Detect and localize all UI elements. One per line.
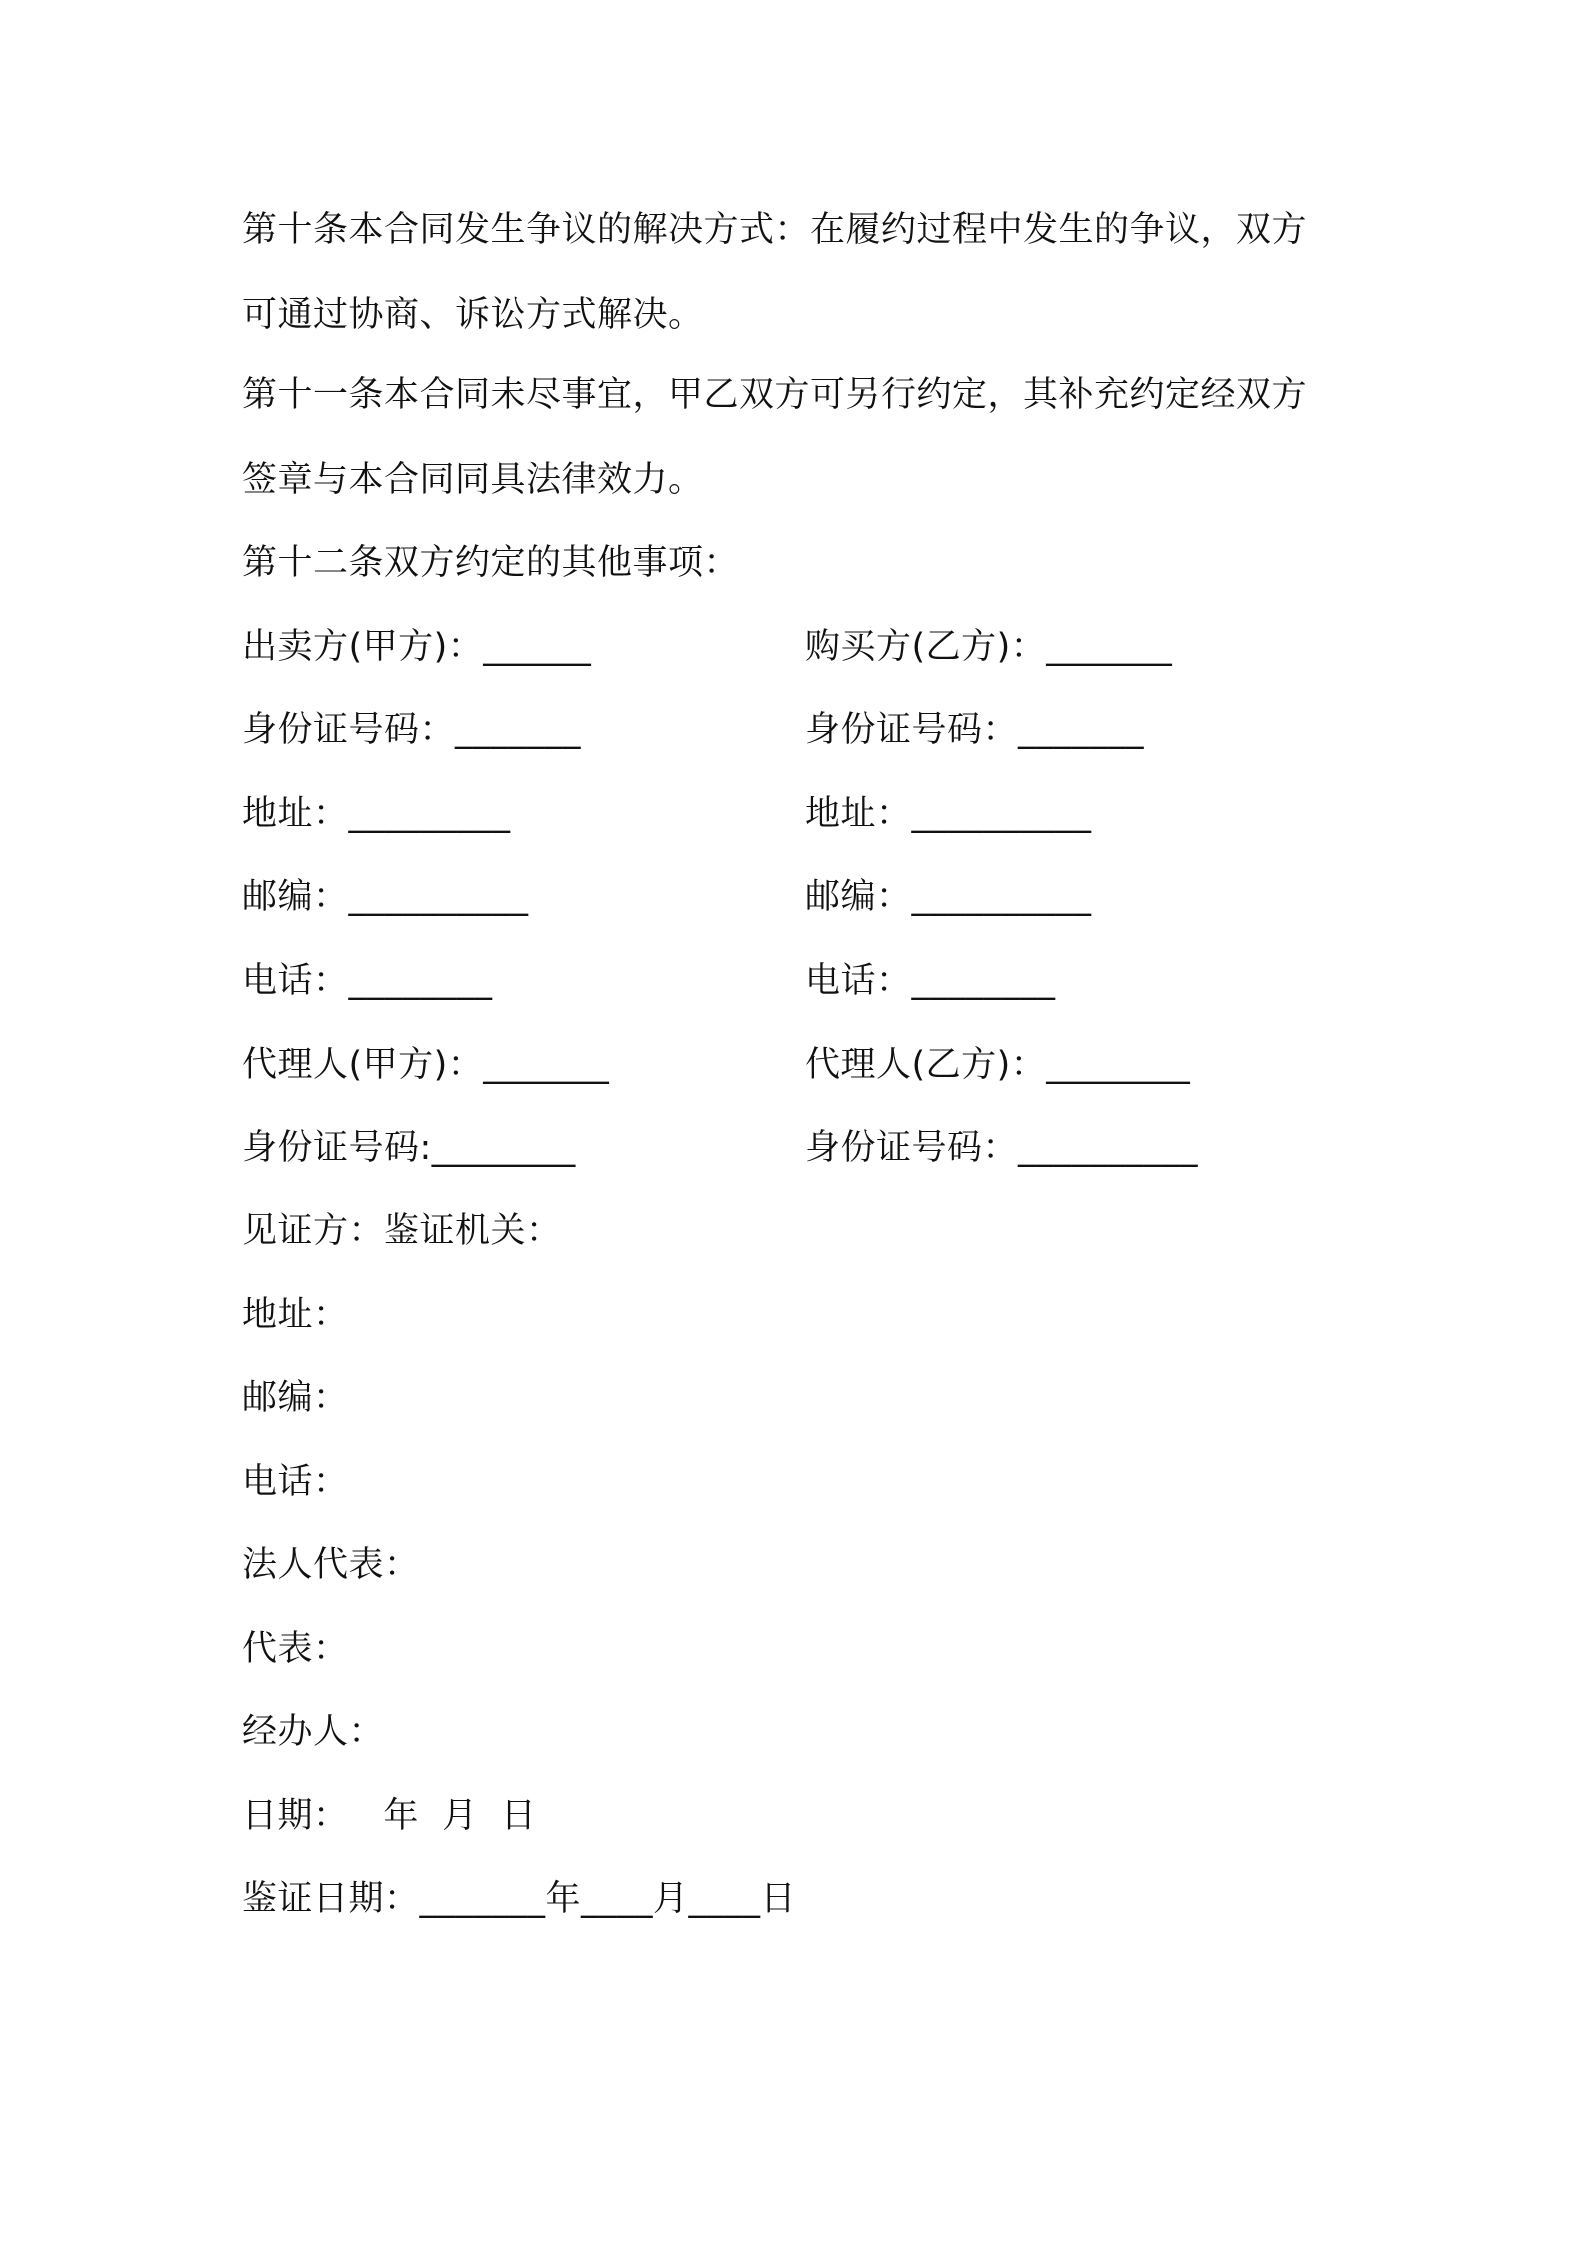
seller-phone-field: 电话：________ <box>242 961 493 1001</box>
certification-date-field: 鉴证日期：_______年____月____日 <box>242 1879 797 1919</box>
buyer-agent-id-field: 身份证号码：__________ <box>805 1128 1199 1168</box>
article-10-line-2: 可通过协商、诉讼方式解决。 <box>242 295 704 335</box>
witness-phone-field: 电话： <box>242 1462 349 1502</box>
article-10-line-1: 第十条本合同发生争议的解决方式：在履约过程中发生的争议，双方 <box>242 210 1308 250</box>
seller-agent-id-field: 身份证号码:________ <box>242 1128 576 1168</box>
seller-postcode-field: 邮编：__________ <box>242 877 529 917</box>
article-12: 第十二条双方约定的其他事项： <box>242 543 740 583</box>
buyer-phone-field: 电话：________ <box>805 961 1056 1001</box>
witness-date-field: 日期： 年 月 日 <box>242 1796 537 1836</box>
buyer-postcode-field: 邮编：__________ <box>805 877 1092 917</box>
witness-title: 见证方：鉴证机关： <box>242 1211 562 1251</box>
seller-id-field: 身份证号码：_______ <box>242 710 582 750</box>
witness-handler-field: 经办人： <box>242 1712 385 1752</box>
article-11-line-1: 第十一条本合同未尽事宜，甲乙双方可另行约定，其补充约定经双方 <box>242 375 1308 415</box>
article-11-line-2: 签章与本合同同具法律效力。 <box>242 460 704 500</box>
seller-name-field: 出卖方(甲方)：______ <box>242 627 592 667</box>
buyer-address-field: 地址：__________ <box>805 794 1092 834</box>
witness-address-field: 地址： <box>242 1295 349 1335</box>
witness-legal-rep-field: 法人代表： <box>242 1545 420 1585</box>
buyer-name-field: 购买方(乙方)：_______ <box>805 627 1173 667</box>
witness-rep-field: 代表： <box>242 1629 349 1669</box>
buyer-id-field: 身份证号码：_______ <box>805 710 1145 750</box>
buyer-agent-field: 代理人(乙方)：________ <box>805 1045 1191 1085</box>
seller-address-field: 地址：_________ <box>242 794 511 834</box>
witness-postcode-field: 邮编： <box>242 1378 349 1418</box>
seller-agent-field: 代理人(甲方)：_______ <box>242 1045 610 1085</box>
